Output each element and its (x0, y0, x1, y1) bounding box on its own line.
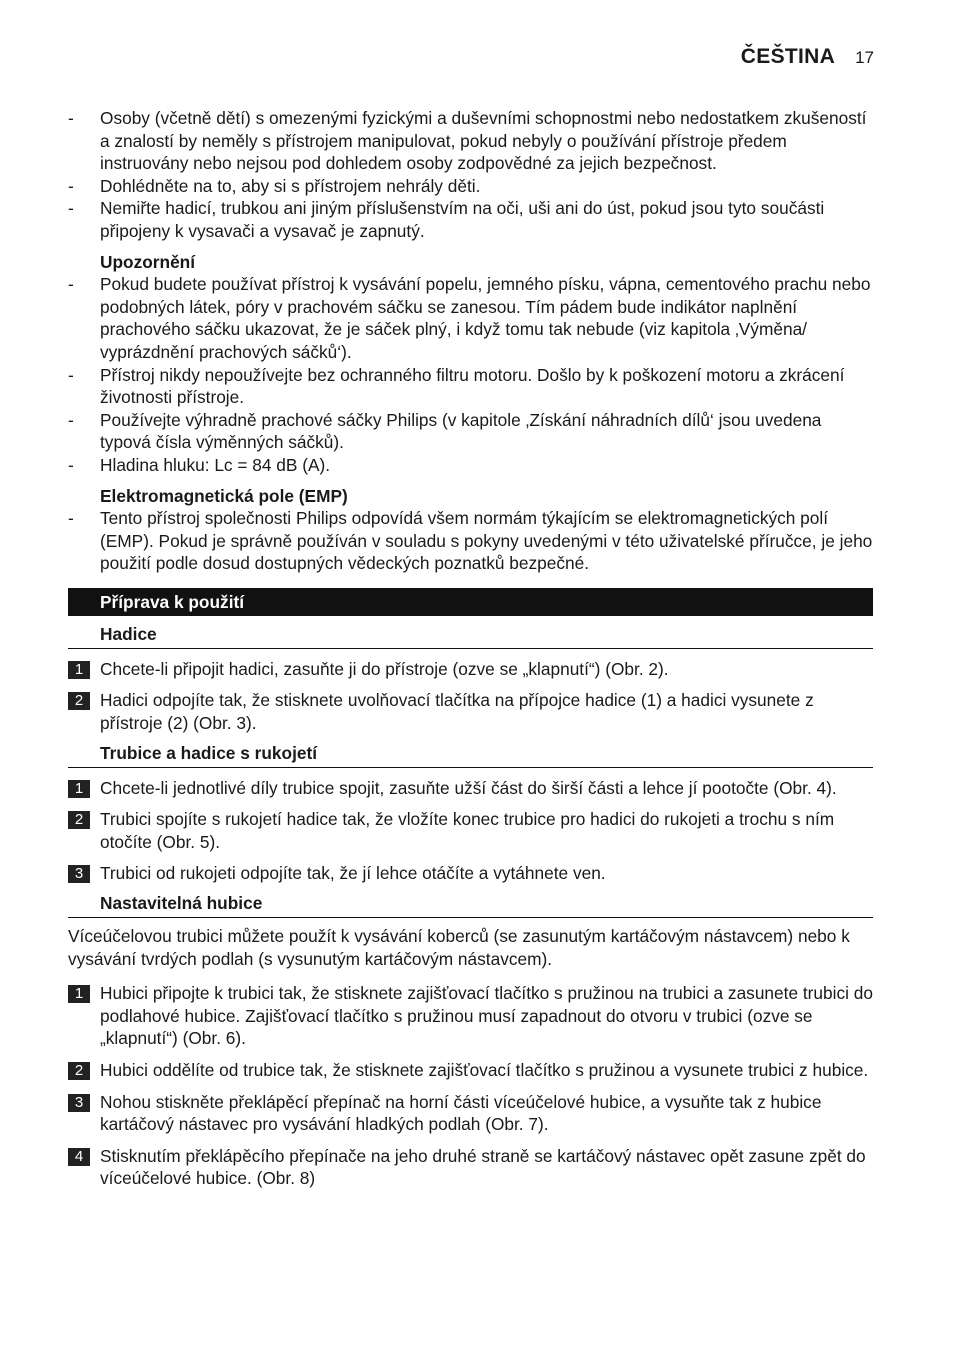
step-number-badge: 1 (68, 985, 90, 1003)
step-number-badge: 4 (68, 1148, 90, 1166)
list-item: - Nemiřte hadicí, trubkou ani jiným příslušenstvím na oči, uši ani do úst, pokud jsou tyto součásti připojeny k vysavači a vysavač je zapnutý. (68, 197, 873, 242)
list-item: - Pokud budete používat přístroj k vysávání popelu, jemného písku, vápna, cementového prachu nebo podobných látek, póry v prachovém sáčku se zanesou. Tím pádem bude indikátor naplnění prachového sáčku ukazovat, že je sáček plný, i když tomu tak nebude (viz kapitola ‚Výměna/ vyprázdnění prachových sáčků‘). (68, 273, 873, 363)
emf-heading: Elektromagnetická pole (EMP) (100, 485, 348, 506)
step-text: Nohou stiskněte překlápěcí přepínač na horní části víceúčelové hubice, a vysuňte tak z hubice kartáčový nástavec pro vysávání hladkých podlah (Obr. 7). (100, 1091, 822, 1135)
step-item (68, 1145, 873, 1190)
step-text: Hadici odpojíte tak, že stisknete uvolňovací tlačítka na přípojce hadice (1) a hadici vysunete z přístroje (2) (Obr. 3). (100, 690, 814, 734)
hose-heading: Hadice (68, 622, 873, 649)
step-item (68, 777, 873, 800)
list-item: - Tento přístroj společnosti Philips odpovídá všem normám týkajícím se elektromagnetických polí (EMP). Pokud je správně používán v souladu s pokyny uvedenými v této uživatelské příručce, je jeho použití podle dosud dostupných vědeckých poznatků bezpečné. (68, 507, 873, 575)
caution-heading: Upozornění (100, 251, 196, 272)
step-text: Stisknutím překlápěcího přepínače na jeho druhé straně se kartáčový nástavec opět zasune zpět do víceúčelové hubice. (Obr. 8) (100, 1145, 866, 1189)
step-text: Trubici spojíte s rukojetí hadice tak, že vložíte konec trubice pro hadici do rukojeti a trochu s ním otočíte (Obr. 5). (100, 809, 835, 852)
section-title-preparation: Příprava k použití (68, 588, 873, 616)
nozzle-intro: Víceúčelovou trubici můžete použít k vysávání koberců (se zasunutým kartáčovým nástavcem) nebo k vysávání tvrdých podlah (s vysunutým kartáčovým nástavcem). (68, 926, 850, 969)
list-item: - Používejte výhradně prachové sáčky Philips (v kapitole ‚Získání náhradních dílů‘ jsou uvedena typová čísla výměnných sáčků). (68, 409, 873, 454)
step-item (68, 1091, 873, 1136)
step-item (68, 689, 873, 734)
tube-heading: Trubice a hadice s rukojetí (68, 741, 873, 768)
page-number: 17 (855, 48, 874, 67)
emf-list (68, 507, 873, 575)
step-number-badge: 1 (68, 661, 90, 679)
step-text: Chcete-li připojit hadici, zasuňte ji do přístroje (ozve se „klapnutí“) (Obr. 2). (100, 658, 669, 679)
step-item (68, 1059, 873, 1082)
intro-bullet-list (68, 107, 873, 243)
step-number-badge: 2 (68, 692, 90, 710)
step-text: Chcete-li jednotlivé díly trubice spojit, zasuňte užší část do širší části a lehce jí pootočte (Obr. 4). (100, 777, 837, 798)
page-header (741, 46, 874, 70)
language-label: ČEŠTINA (740, 45, 836, 68)
step-item (68, 808, 873, 853)
step-number-badge: 2 (68, 811, 90, 829)
step-text: Hubici oddělíte od trubice tak, že stisknete zajišťovací tlačítko s pružinou a vysunete trubici z hubice. (100, 1060, 869, 1080)
step-number-badge: 3 (68, 1094, 90, 1112)
list-item: - Dohlédněte na to, aby si s přístrojem nehrály děti. (68, 175, 873, 198)
caution-list (68, 273, 873, 476)
step-number-badge: 1 (68, 780, 90, 798)
step-number-badge: 3 (68, 865, 90, 883)
page-content (68, 107, 873, 1190)
step-item (68, 658, 873, 681)
step-item (68, 982, 873, 1050)
list-item: - Přístroj nikdy nepoužívejte bez ochranného filtru motoru. Došlo by k poškození motoru a zkrácení životnosti přístroje. (68, 364, 873, 409)
step-number-badge: 2 (68, 1062, 90, 1080)
step-text: Trubici od rukojeti odpojíte tak, že jí lehce otáčíte a vytáhnete ven. (100, 863, 606, 884)
list-item: - Hladina hluku: Lc = 84 dB (A). (68, 454, 873, 477)
step-item (68, 862, 873, 885)
list-item: - Osoby (včetně dětí) s omezenými fyzickými a duševními schopnostmi nebo nedostatkem zkušeností a znalostí by neměly s přístrojem manipulovat, pokud nebyly o používání přístroje předem instruovány nebo nejsou pod dohledem osoby zodpovědné za jejich bezpečnost. (68, 107, 873, 175)
step-text: Hubici připojte k trubici tak, že stisknete zajišťovací tlačítko s pružinou na trubici a zasunete trubici do podlahové hubice. Zajišťovací tlačítko s pružinou musí zapadnout do otvoru v trubici (ozve se „klapnutí“) (Obr. 6). (100, 983, 873, 1049)
nozzle-heading: Nastavitelná hubice (68, 891, 873, 918)
